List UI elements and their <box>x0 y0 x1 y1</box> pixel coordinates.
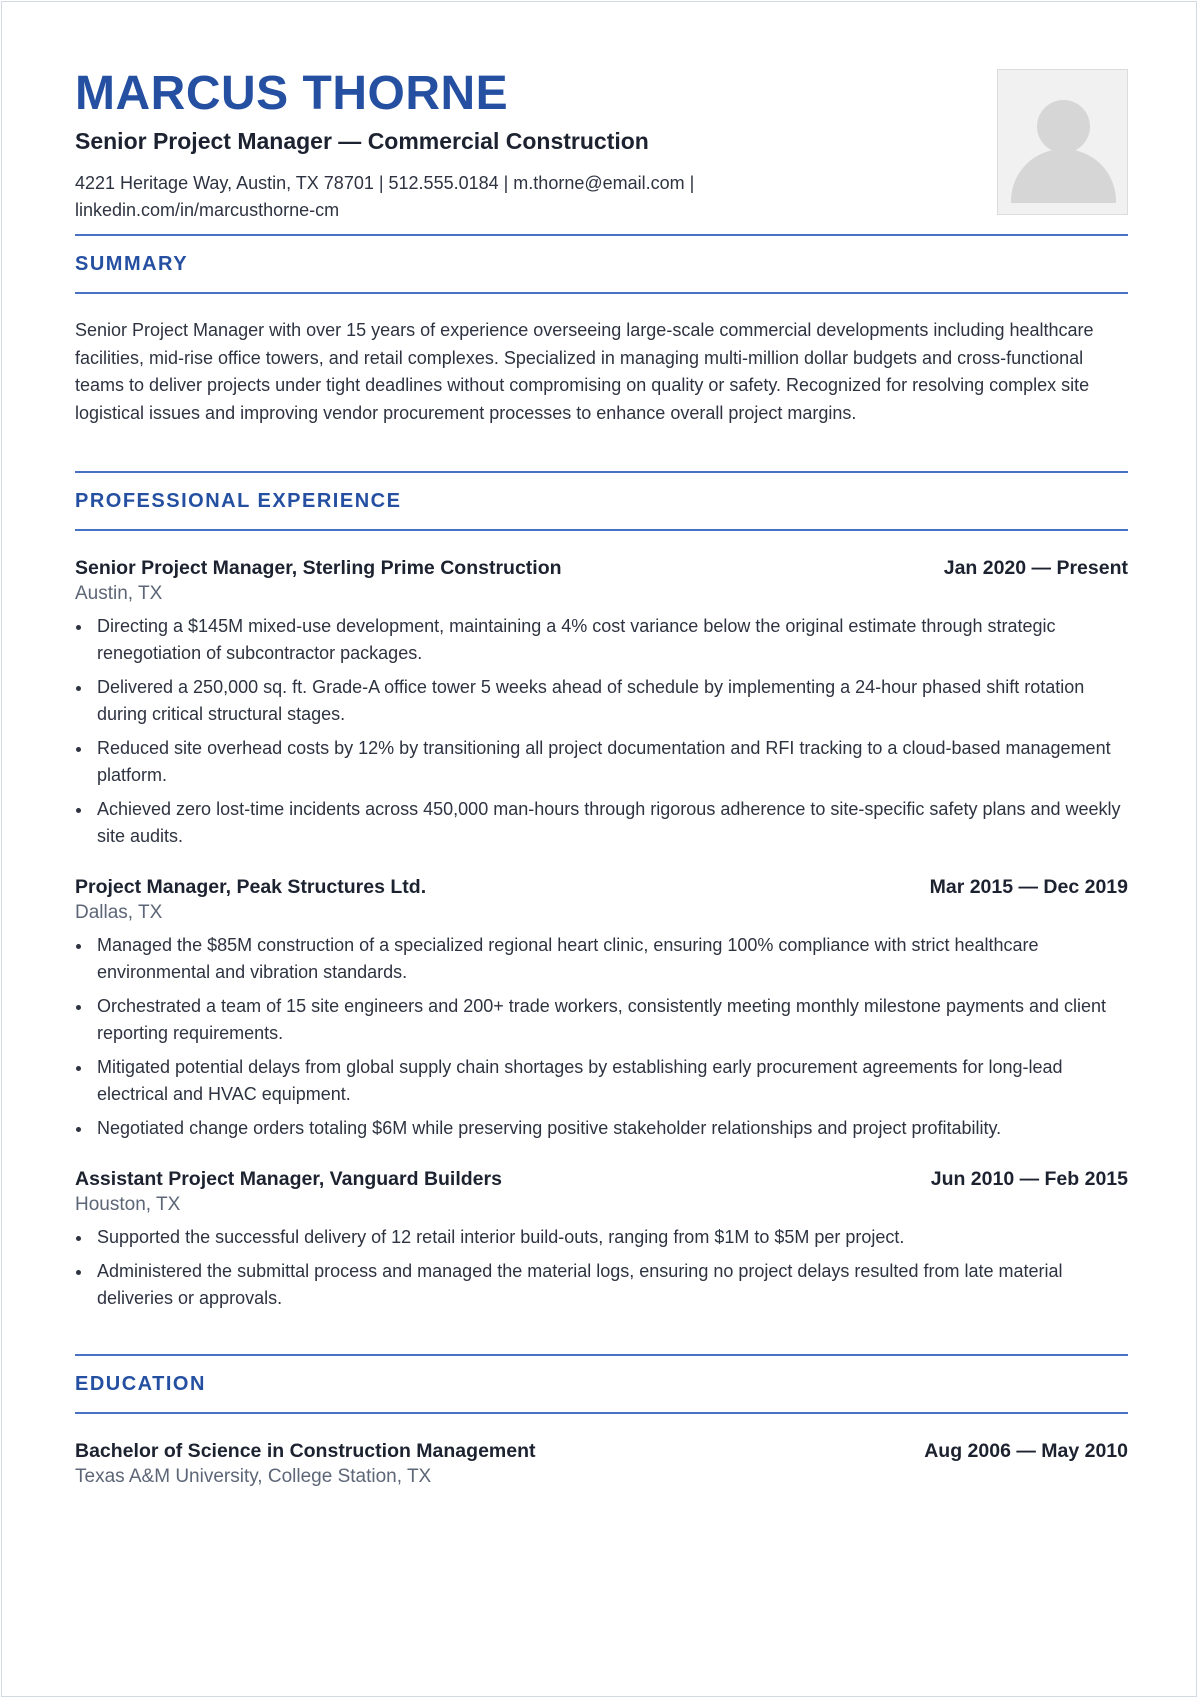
job-bullets <box>75 932 1128 1142</box>
job-heading-row <box>75 874 1128 900</box>
bullet-item: Delivered a 250,000 sq. ft. Grade-A office tower 5 weeks ahead of schedule by implementing a 24-hour phased shift rotation during critical structural stages. <box>75 674 1128 728</box>
experience-section <box>75 471 1128 1312</box>
candidate-name: MARCUS THORNE <box>75 67 509 120</box>
bullet-item: Orchestrated a team of 15 site engineers and 200+ trade workers, consistently meeting monthly milestone payments and client reporting requirements. <box>75 993 1128 1047</box>
candidate-headline: Senior Project Manager — Commercial Construction <box>75 128 649 154</box>
summary-section <box>75 234 1128 427</box>
bullet-item: Supported the successful delivery of 12 retail interior build-outs, ranging from $1M to $5M per project. <box>75 1224 1128 1251</box>
job-location: Dallas, TX <box>75 902 163 923</box>
education-entry <box>75 1438 1128 1490</box>
job-dates: Jun 2010 — Feb 2015 <box>930 1168 1128 1190</box>
education-heading-row <box>75 1438 1128 1464</box>
section-title-summary: SUMMARY <box>75 252 189 275</box>
job-entry <box>75 874 1128 1142</box>
education-section <box>75 1354 1128 1490</box>
job-title: Project Manager, Peak Structures Ltd. <box>75 876 427 898</box>
contact-line-1: 4221 Heritage Way, Austin, TX 78701 | 512.555.0184 | m.thorne@email.com | <box>75 173 695 193</box>
education-header <box>75 1354 1128 1414</box>
avatar-placeholder-icon <box>997 69 1128 215</box>
bullet-item: Administered the submittal process and managed the material logs, ensuring no project delays resulted from late material deliveries or approvals. <box>75 1258 1128 1312</box>
job-bullets <box>75 613 1128 850</box>
job-dates: Mar 2015 — Dec 2019 <box>929 876 1128 898</box>
contact-info <box>75 170 775 224</box>
job-title: Assistant Project Manager, Vanguard Builders <box>75 1168 502 1190</box>
section-title-experience: PROFESSIONAL EXPERIENCE <box>75 489 402 512</box>
bullet-item: Negotiated change orders totaling $6M while preserving positive stakeholder relationships and project profitability. <box>75 1115 1128 1142</box>
contact-line-2: linkedin.com/in/marcusthorne-cm <box>75 200 340 220</box>
resume-page <box>1 1 1197 1697</box>
job-heading-row <box>75 555 1128 581</box>
job-location: Houston, TX <box>75 1194 181 1215</box>
degree-title: Bachelor of Science in Construction Management <box>75 1440 536 1462</box>
bullet-item: Managed the $85M construction of a specialized regional heart clinic, ensuring 100% compliance with strict healthcare environmental and vibration standards. <box>75 932 1128 986</box>
job-entry <box>75 555 1128 850</box>
job-dates: Jan 2020 — Present <box>943 557 1128 579</box>
job-heading-row <box>75 1166 1128 1192</box>
avatar-head-shape <box>1037 100 1090 153</box>
resume-content <box>75 2 1128 1490</box>
bullet-item: Directing a $145M mixed-use development, maintaining a 4% cost variance below the original estimate through strategic renegotiation of subcontractor packages. <box>75 613 1128 667</box>
summary-header <box>75 234 1128 294</box>
avatar-mask <box>998 203 1128 215</box>
bullet-item: Achieved zero lost-time incidents across 450,000 man-hours through rigorous adherence to site-specific safety plans and weekly site audits. <box>75 796 1128 850</box>
job-entry <box>75 1166 1128 1312</box>
school-name: Texas A&M University, College Station, TX <box>75 1466 432 1487</box>
education-dates: Aug 2006 — May 2010 <box>924 1440 1128 1462</box>
section-title-education: EDUCATION <box>75 1372 206 1395</box>
job-bullets <box>75 1224 1128 1312</box>
bullet-item: Mitigated potential delays from global supply chain shortages by establishing early procurement agreements for long-lead electrical and HVAC equipment. <box>75 1054 1128 1108</box>
bullet-item: Reduced site overhead costs by 12% by transitioning all project documentation and RFI tracking to a cloud-based management platform. <box>75 735 1128 789</box>
resume-header <box>75 2 1128 234</box>
job-location: Austin, TX <box>75 583 163 604</box>
summary-text: Senior Project Manager with over 15 years of experience overseeing large-scale commercial developments including healthcare facilities, mid-rise office towers, and retail complexes. Specialized in managing multi-million dollar budgets and cross-functional teams to deliver projects under tight deadlines without compromising on quality or safety. Recognized for resolving complex site logistical issues and improving vendor procurement processes to enhance overall project margins. <box>75 320 1094 423</box>
experience-header <box>75 471 1128 531</box>
job-title: Senior Project Manager, Sterling Prime Construction <box>75 557 562 579</box>
